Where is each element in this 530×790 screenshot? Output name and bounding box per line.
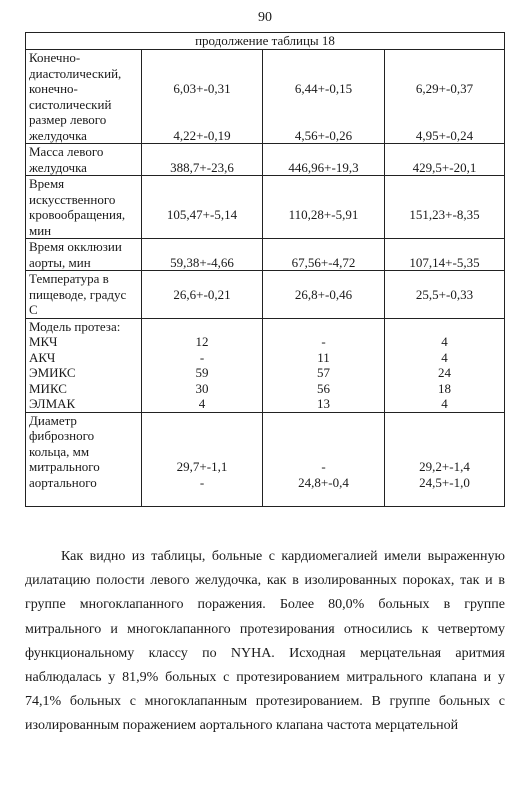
table-cell <box>385 176 505 239</box>
label-line: МИКС <box>29 380 67 396</box>
label-line: ЭМИКС <box>29 365 76 380</box>
label-line: Время <box>29 176 65 191</box>
table-cell <box>142 271 263 319</box>
table-cell <box>263 239 385 271</box>
table-cell <box>385 318 505 412</box>
cell-value: 13 <box>317 396 330 411</box>
cell-value: 11 <box>317 349 330 365</box>
table-row <box>26 318 505 412</box>
cell-value: 24,5+-1,0 <box>419 474 470 490</box>
row-label <box>26 176 142 239</box>
label-line: Модель протеза: <box>29 318 121 334</box>
table-cell <box>385 50 505 144</box>
row-label <box>26 50 142 144</box>
label-line: Конечно- <box>29 50 81 65</box>
table-cell <box>263 271 385 319</box>
table-cell <box>142 239 263 271</box>
row-label <box>26 239 142 271</box>
label-line: МКЧ <box>29 334 58 349</box>
data-table <box>25 32 505 507</box>
label-line: фиброзного <box>29 428 95 443</box>
body-paragraph: Как видно из таблицы, больные с кардиомегалией имели выраженную дилатацию полости левого желудочка, как в изолированных пороках, так и в группе многоклапанного поражения. Более 80,0% больных в группе митрального и многоклапанного протезирования относились к четвертому функциональному классу по NYHA. Исходная мерцательная аритмия наблюдалась у 81,9% больных с протезированием митрального клапана и у 74,1% больных с многоклапанным протезированием. В группе больных с изолированным поражением аортального клапана частота мерцательной <box>25 549 505 734</box>
label-line: Масса левого <box>29 144 104 159</box>
cell-value: 4 <box>198 396 206 411</box>
cell-value: 6,29+-0,37 <box>415 81 474 96</box>
cell-value: 6,44+-0,15 <box>294 81 353 96</box>
table-cell <box>263 50 385 144</box>
page-number: 90 <box>258 10 272 25</box>
cell-value: 151,23+-8,35 <box>409 207 480 222</box>
table-row <box>26 239 505 271</box>
cell-value: 26,6+-0,21 <box>173 286 231 302</box>
label-line: мин <box>29 222 52 238</box>
table-row <box>26 50 505 144</box>
cell-value: 57 <box>317 365 330 380</box>
table-cell <box>385 412 505 506</box>
cell-value: 59 <box>195 365 209 380</box>
cell-value: 30 <box>195 380 209 396</box>
label-line: размер левого <box>29 112 107 127</box>
cell-value: 4 <box>441 334 448 349</box>
label-line: Температура в <box>29 271 109 286</box>
cell-value: 4,56+-0,26 <box>294 127 353 143</box>
label-line: желудочка <box>29 127 87 143</box>
row-label <box>26 271 142 319</box>
cell-value: 24 <box>438 365 451 380</box>
label-line: кровообращения, <box>29 207 126 222</box>
table-cell <box>142 318 263 412</box>
label-line: С <box>29 302 38 317</box>
table-cell <box>385 239 505 271</box>
cell-value: - <box>321 334 326 349</box>
cell-value: 25,5+-0,33 <box>415 286 474 302</box>
cell-value: 24,8+-0,4 <box>298 474 349 490</box>
cell-value: 67,56+-4,72 <box>291 254 356 270</box>
label-line: пищеводе, градус <box>29 286 127 302</box>
table-caption: продолжение таблицы 18 <box>26 33 505 50</box>
cell-value: 429,5+-20,1 <box>412 159 477 175</box>
label-line: конечно- <box>29 81 78 96</box>
cell-value: - <box>199 474 205 490</box>
table-cell <box>263 412 385 506</box>
label-line: систолический <box>29 96 112 112</box>
label-line: искусственного <box>29 191 116 207</box>
label-line: желудочка <box>29 159 87 175</box>
table-cell <box>142 50 263 144</box>
cell-value: 446,96+-19,3 <box>288 159 359 175</box>
table-cell <box>263 144 385 176</box>
cell-value: 56 <box>317 380 330 396</box>
table-cell <box>385 144 505 176</box>
label-line: аорты, мин <box>29 254 91 270</box>
cell-value: 4,95+-0,24 <box>415 127 474 143</box>
table-row <box>26 412 505 506</box>
cell-value: 110,28+-5,91 <box>288 207 359 222</box>
cell-value: 105,47+-5,14 <box>166 207 238 222</box>
table-caption-row <box>26 33 505 50</box>
table-cell <box>263 318 385 412</box>
label-line: митрального <box>29 459 100 474</box>
cell-value: 6,03+-0,31 <box>173 81 231 96</box>
row-label <box>26 144 142 176</box>
cell-value: 18 <box>438 380 451 396</box>
label-line: Время окклюзии <box>29 239 122 254</box>
label-line: Диаметр <box>29 412 77 428</box>
cell-value: 388,7+-23,6 <box>170 159 234 175</box>
row-label <box>26 412 142 506</box>
cell-value: 107,14+-5,35 <box>409 254 480 270</box>
table-row <box>26 176 505 239</box>
table-cell <box>142 412 263 506</box>
label-line: ЭЛМАК <box>29 396 76 411</box>
cell-value: 12 <box>195 334 209 349</box>
table-row <box>26 271 505 319</box>
table-row <box>26 144 505 176</box>
cell-value: 26,8+-0,46 <box>294 286 353 302</box>
row-label <box>26 318 142 412</box>
label-line: аортального <box>29 474 97 490</box>
cell-value: 4,22+-0,19 <box>173 127 231 143</box>
body-paragraph-container <box>25 545 505 739</box>
cell-value: 4 <box>441 396 448 411</box>
label-line: кольца, мм <box>29 443 90 459</box>
cell-value: 59,38+-4,66 <box>170 254 234 270</box>
cell-value: - <box>321 459 326 474</box>
table-cell <box>142 176 263 239</box>
cell-value: 29,7+-1,1 <box>176 459 228 474</box>
table-cell <box>263 176 385 239</box>
label-line: АКЧ <box>29 349 56 365</box>
table-cell <box>142 144 263 176</box>
cell-value: - <box>199 349 205 365</box>
table-cell <box>385 271 505 319</box>
cell-value: 4 <box>441 349 448 365</box>
label-line: диастолический, <box>29 65 122 81</box>
cell-value: 29,2+-1,4 <box>419 459 470 474</box>
